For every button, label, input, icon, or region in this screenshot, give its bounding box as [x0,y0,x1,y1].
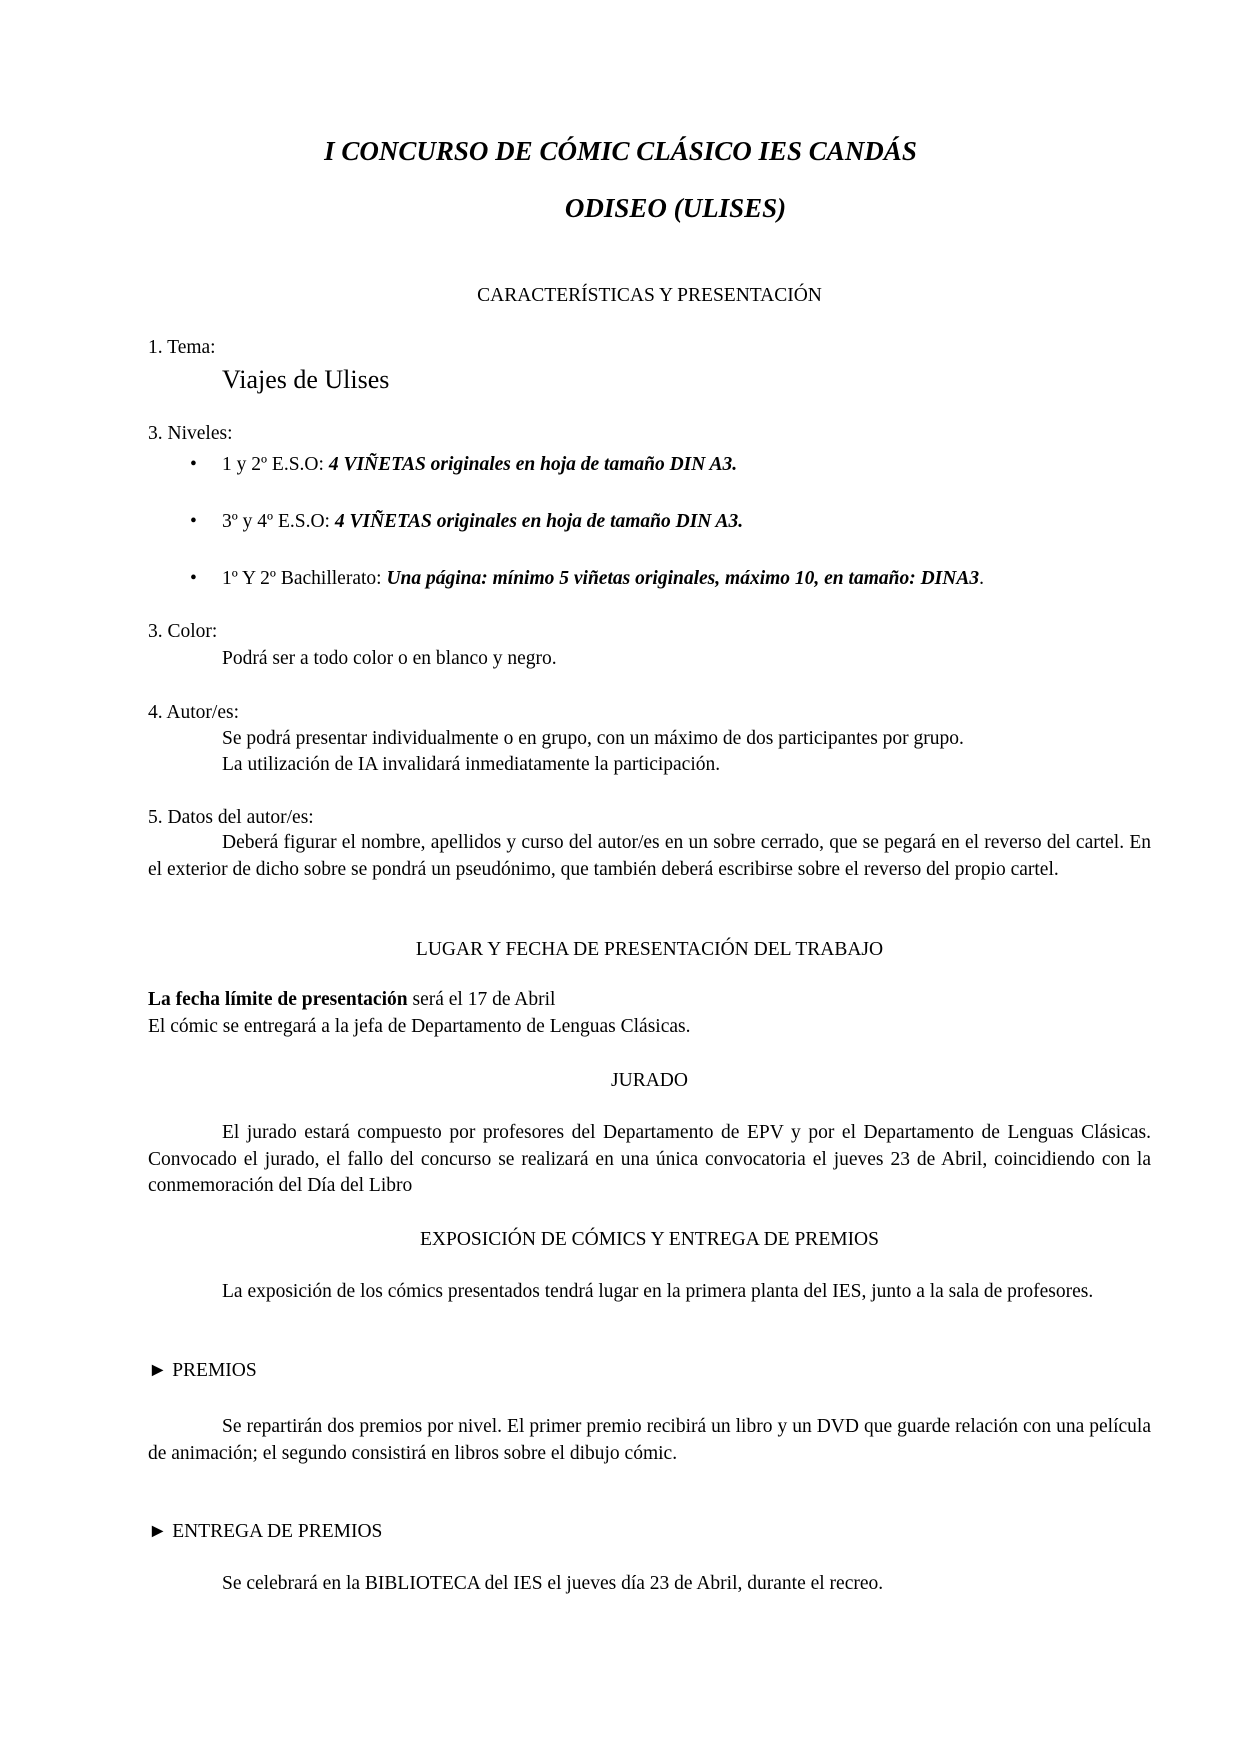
premios-heading [148,1357,257,1384]
exposicion-text: La exposición de los cómics presentados tendrá lugar en la primera planta del IES, junto a la sala de profesores. [222,1281,1094,1302]
datos-paragraph [148,830,1151,883]
section-heading-lugar: LUGAR Y FECHA DE PRESENTACIÓN DEL TRABAJO [415,939,884,960]
entrega-heading [148,1518,382,1545]
jurado-paragraph [148,1120,1151,1200]
section-heading-jurado: JURADO [611,1070,688,1091]
nivel-desc: 4 VIÑETAS originales en hoja de tamaño DIN A3 [328,454,733,475]
autores-line: Se podrá presentar individualmente o en grupo, con un máximo de dos participantes por grupo. [222,728,964,749]
bullet-icon: • [190,454,197,475]
document-subtitle: ODISEO (ULISES) [564,193,787,223]
fecha-limite-value: será el 17 de Abril [407,989,556,1010]
tema-value: Viajes de Ulises [222,365,390,394]
fecha-limite [148,986,555,1013]
nivel-item [190,451,737,478]
arrow-right-icon: ► [148,1360,168,1381]
entrega-heading-text: ENTREGA DE PREMIOS [172,1521,383,1542]
jurado-text: El jurado estará compuesto por profesores del Departamento de EPV y por el Departamento de Lenguas Clásicas. Convocado el jurado, el fallo del concurso se realizará en una única convocatoria el jueves 23 de Abril, coincidiendo con la conmemoración del Día del Libro [148,1122,1151,1196]
autores-line: La utilización de IA invalidará inmediatamente la participación. [222,754,721,775]
section-heading-exposicion: EXPOSICIÓN DE CÓMICS Y ENTREGA DE PREMIOS [419,1229,879,1250]
nivel-desc: Una página: mínimo 5 viñetas originales, máximo 10, en tamaño: DINA3 [386,568,980,589]
datos-label: 5. Datos del autor/es: [148,807,314,828]
nivel-level: 1 y 2º E.S.O: [222,454,324,475]
exposicion-paragraph [148,1279,1151,1306]
color-text: Podrá ser a todo color o en blanco y negro. [222,648,557,669]
document-title: I CONCURSO DE CÓMIC CLÁSICO IES CANDÁS [324,136,917,166]
bullet-icon: • [190,568,197,589]
arrow-right-icon: ► [148,1521,168,1542]
entrega-info: El cómic se entregará a la jefa de Departamento de Lenguas Clásicas. [148,1016,691,1037]
nivel-level: 1º Y 2º Bachillerato: [222,568,382,589]
tema-label: 1. Tema: [148,337,216,358]
nivel-end: . [732,454,738,475]
nivel-end: . [738,511,744,532]
nivel-item [190,508,743,535]
premios-heading-text: PREMIOS [172,1360,257,1381]
niveles-label: 3. Niveles: [148,423,233,444]
bullet-icon: • [190,511,197,532]
nivel-desc: 4 VIÑETAS originales en hoja de tamaño DIN A3 [334,511,739,532]
nivel-item [190,565,984,592]
premios-text: Se repartirán dos premios por nivel. El primer premio recibirá un libro y un DVD que guarde relación con una película de animación; el segundo consistirá en libros sobre el dibujo cómic. [148,1416,1151,1464]
autores-label: 4. Autor/es: [148,702,239,723]
nivel-level: 3º y 4º E.S.O: [222,511,330,532]
nivel-end: . [979,568,984,589]
datos-text: Deberá figurar el nombre, apellidos y curso del autor/es en un sobre cerrado, que se pegará en el reverso del cartel. En el exterior de dicho sobre se pondrá un pseudónimo, que también deberá escribirse sobre el reverso del propio cartel. [148,832,1151,880]
section-heading-caracteristicas: CARACTERÍSTICAS Y PRESENTACIÓN [477,285,822,306]
color-label: 3. Color: [148,621,218,642]
premios-paragraph [148,1414,1151,1467]
fecha-limite-label: La fecha límite de presentación [148,989,408,1010]
entrega-text: Se celebrará en la BIBLIOTECA del IES el jueves día 23 de Abril, durante el recreo. [222,1573,884,1594]
